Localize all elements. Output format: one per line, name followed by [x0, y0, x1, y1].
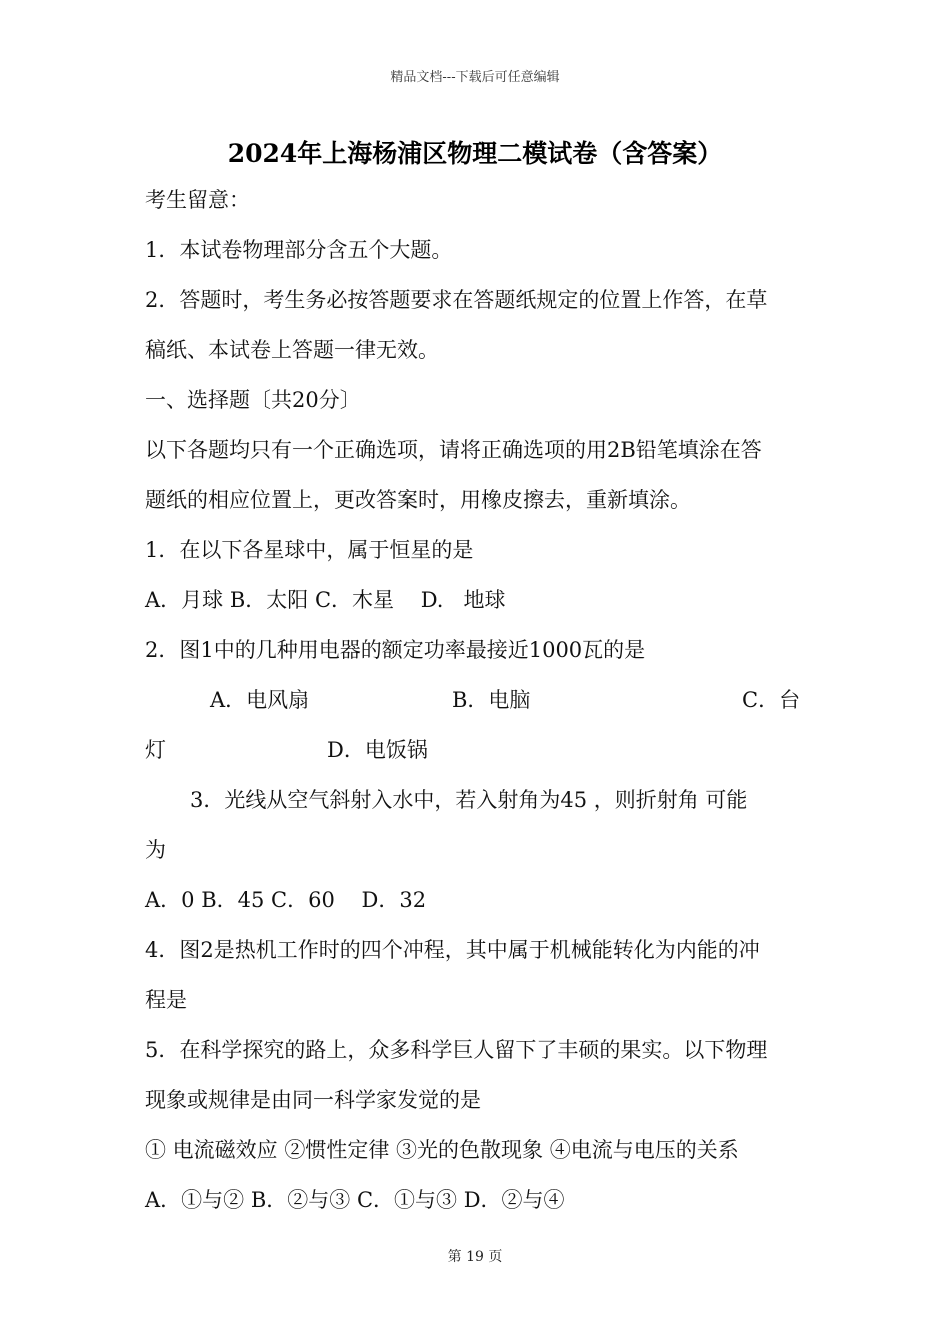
- question-5-options: A．①与② B．②与③ C．①与③ D．②与④: [145, 1188, 565, 1212]
- notice-heading: 考生留意：: [145, 188, 250, 212]
- question-5-items: ① 电流磁效应 ②惯性定律 ③光的色散现象 ④电流与电压的关系: [145, 1138, 739, 1162]
- section-instruction-line-1: 以下各题均只有一个正确选项，请将正确选项的用2B铅笔填涂在答: [145, 438, 762, 462]
- section-heading: 一、选择题〔共20分〕: [145, 388, 361, 412]
- question-1-stem: 1．在以下各星球中，属于恒星的是: [145, 538, 474, 562]
- section-instruction-line-2: 题纸的相应位置上，更改答案时，用橡皮擦去，重新填涂。: [145, 488, 691, 512]
- question-2-stem: 2．图1中的几种用电器的额定功率最接近1000瓦的是: [145, 638, 646, 662]
- question-4-stem-line-1: 4．图2是热机工作时的四个冲程，其中属于机械能转化为内能的冲: [145, 938, 760, 962]
- page-footer: 第 19 页: [447, 1249, 503, 1265]
- question-4-stem-line-2: 程是: [145, 988, 187, 1012]
- question-1-options: A．月球 B．太阳 C．木星 D. 地球: [145, 588, 506, 612]
- question-3-options: A．0 B．45 C．60 D．32: [145, 888, 427, 912]
- notice-item-2-line-2: 稿纸、本试卷上答题一律无效。: [145, 338, 439, 362]
- notice-item-1: 1．本试卷物理部分含五个大题。: [145, 238, 453, 262]
- question-5-stem-line-2: 现象或规律是由同一科学家发觉的是: [145, 1088, 481, 1112]
- page-header: 精品文档---下载后可任意编辑: [390, 70, 560, 85]
- page-title: 2024年上海杨浦区物理二模试卷（含答案）: [227, 139, 723, 168]
- question-2-option-c-cont: 灯: [145, 738, 166, 762]
- question-2-option-d: D．电饭锅: [327, 738, 428, 762]
- question-3-stem-line-1: 3．光线从空气斜射入水中，若入射角为45 ，则折射角 可能: [190, 788, 748, 812]
- question-2-option-b: B．电脑: [452, 688, 531, 712]
- question-2-option-a: A．电风扇: [210, 688, 310, 712]
- notice-item-2-line-1: 2．答题时，考生务必按答题要求在答题纸规定的位置上作答，在草: [145, 288, 768, 312]
- question-5-stem-line-1: 5．在科学探究的路上，众多科学巨人留下了丰硕的果实。以下物理: [145, 1038, 768, 1062]
- question-3-stem-line-2: 为: [145, 838, 166, 862]
- question-2-option-c: C．台: [742, 688, 801, 712]
